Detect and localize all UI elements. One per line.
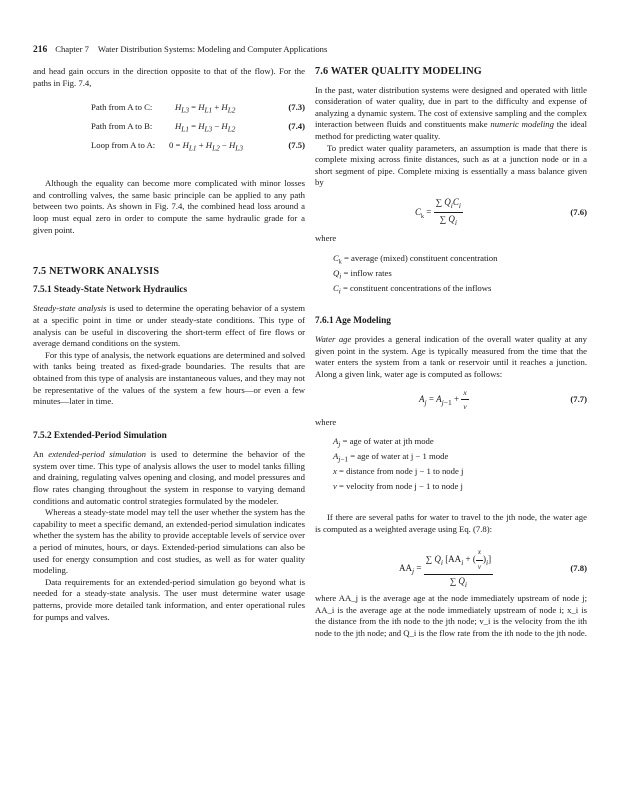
equation-number: (7.7)	[570, 393, 587, 404]
chapter-label: Chapter 7	[55, 44, 89, 54]
page-header	[33, 44, 327, 55]
definition-item: $A_j$ = age of water at jth mode	[333, 436, 434, 449]
definition-item: $A_{j-1}$ = age of water at j − 1 mode	[333, 451, 449, 464]
final-paragraph: where AA_j is the average age at the node immediately upstream of node j; AA_i is the average age at the node immediately upstream of node i; x_i is the distance from the ith node to the jth node; v_i is the velocity from the ith node to the jth node; and Q_i is the flow rate from the ith node to the jth node.	[315, 593, 587, 639]
steady-state-paragraph-2: For this type of analysis, the network equations are determined and solved with tanks being treated as fixed-grade boundaries. The results that are obtained from this type of analysis are instantaneous values, and they may not be representative of the values of the system a few hours—or even a few minutes—later in time.	[33, 349, 305, 407]
equation-7-6	[315, 189, 587, 229]
fraction: $\frac{x}{v}$	[463, 387, 467, 412]
definition-list-7-7	[333, 436, 587, 496]
equation-expression: $A_j = A_{j-1}$ + $\frac{x}{v}$	[419, 387, 467, 412]
water-quality-paragraph-2: To predict water quality parameters, an assumption is made that there is complete mixing across finite distances, such as at a junction node or in a short segment of pipe. Complete mixing is essentially a mass balance given by	[315, 142, 587, 188]
subsection-heading-steady-state: 7.5.1 Steady-State Network Hydraulics	[33, 284, 188, 295]
fraction: $\frac{\sum Q_iC_i}{\sum Q_i}$	[435, 196, 461, 228]
where-label: where	[315, 416, 337, 427]
steady-state-term: Steady-state analysis	[33, 303, 107, 314]
definition-list-7-6	[333, 253, 587, 298]
several-paths-paragraph: If there are several paths for water to travel to the jth node, the water age is computed as a weighted average using Eq. (7.8):	[315, 512, 587, 534]
equation-label: Path from A to B:	[91, 121, 153, 132]
steady-state-paragraph-1: Steady-state analysis is used to determine the operating behavior of a system at a specific point in time or under steady-state conditions. This type of analysis can be useful in discovering the short-term effect of fire flows or average demand conditions on the system.	[33, 303, 306, 349]
subsection-heading-age-modeling: 7.6.1 Age Modeling	[315, 315, 391, 326]
right-column	[315, 66, 587, 640]
fraction: ∑ $Q_i$ [$AA_i$ + ( $\frac{x}{v}$ )$_i$] ∑ $Q_i$	[425, 548, 492, 590]
definition-item: v = velocity from node j − 1 to node j	[333, 481, 463, 492]
equation-number: (7.5)	[288, 140, 305, 151]
equation-7-3	[33, 99, 305, 118]
numeric-modeling-term: numeric modeling	[490, 119, 554, 130]
equation-number: (7.6)	[570, 206, 587, 217]
extended-paragraph-2: Whereas a steady-state model may tell the user whether the system has the capability to meet a specific demand, an extended-period simulation indicates whether the system has the ability to provide acceptable levels of service over a period of minutes, hours, or days. Extended-period simulations can also be used for energy consumption and cost studies, as well as for water quality modeling.	[33, 507, 305, 576]
equation-number: (7.3)	[288, 102, 305, 113]
equation-number: (7.8)	[570, 563, 587, 574]
section-heading-water-quality: 7.6 WATER QUALITY MODELING	[315, 66, 482, 77]
equality-paragraph: Although the equality can become more complicated with minor losses and controlling valves, the same basic principle can be applied to any path between two points. As shown in Fig. 7.4, the combined head loss around a loop must equal zero in order to compute the same hydraulic grade for a given point.	[33, 178, 305, 235]
definition-item: $Q_i$ = inflow rates	[333, 267, 392, 281]
definition-item: x = distance from node j − 1 to node j	[333, 466, 464, 477]
page-number: 216	[33, 45, 48, 55]
where-label: where	[315, 232, 337, 243]
definition-item: $C_i$ = constituent concentrations of the inflows	[333, 282, 492, 296]
equation-7-5	[33, 137, 305, 156]
subsection-heading-extended-period: 7.5.2 Extended-Period Simulation	[33, 430, 167, 441]
equation-label: Path from A to C:	[91, 102, 153, 113]
equation-expression: $0 = H_{L1} + H_{L2} - H_{L3}$	[169, 140, 243, 153]
equation-expression: $H_{L3} = H_{L1} + H_{L2}$	[175, 102, 236, 115]
extended-term: extended-period simulation	[48, 449, 146, 460]
age-paragraph: Water age provides a general indication of the overall water quality at any given point in the system. Age is typically measured from the time that the water enters the system from a tank or reservoir until it reaches a junction. Along a given link, water age is computed as follows:	[315, 334, 587, 379]
left-column	[33, 66, 305, 623]
extended-paragraph-3: Data requirements for an extended-period simulation go beyond what is needed for a steady-state analysis. The user must determine water usage patterns, provide more detailed tank information, and enter operational rules for pumps and valves.	[33, 576, 305, 622]
water-age-term: Water age	[315, 334, 352, 345]
water-quality-paragraph-1: In the past, water distribution systems were designed and operated with little consideration of water quality, due in part to the difficulty and expense of analyzing a dynamic system. The cost of extensive sampling and the complex interaction between fluids and constituents make numeric modeling the ideal method for predicting water quality.	[315, 84, 587, 141]
equation-number: (7.4)	[288, 121, 305, 132]
definition-item: $C_k$ = average (mixed) constituent concentration	[333, 252, 498, 266]
equation-expression: $C_k$ = $\frac{\sum Q_iC_i}{\sum Q_i}$	[415, 196, 461, 228]
equation-7-8	[315, 535, 587, 593]
intro-paragraph: and head gain occurs in the direction opposite to that of the flow). For the paths in Fig. 7.4,	[33, 66, 305, 88]
equation-label: Loop from A to A:	[91, 140, 156, 151]
extended-paragraph-1: An extended-period simulation is used to determine the behavior of the system over time. This type of analysis allows the user to model tanks filling and draining, regulating valves opening and closing, and model pressures and flow rates changing throughout the system in response to varying demand conditions and automatic control strategies formulated by the modeler.	[33, 449, 305, 506]
equation-expression: $AA_j$ = ∑ $Q_i$ [$AA_i$ + ( $\frac{x}{v}$ )$_i$] ∑ $Q_i$	[399, 548, 492, 590]
running-title: Water Distribution Systems: Modeling and Computer Applications	[97, 44, 328, 54]
equation-7-4	[33, 118, 305, 137]
equation-7-7	[315, 381, 587, 417]
equation-expression: $H_{L1} = H_{L3} - H_{L2}$	[175, 121, 236, 134]
section-heading-network-analysis: 7.5 NETWORK ANALYSIS	[33, 266, 160, 278]
